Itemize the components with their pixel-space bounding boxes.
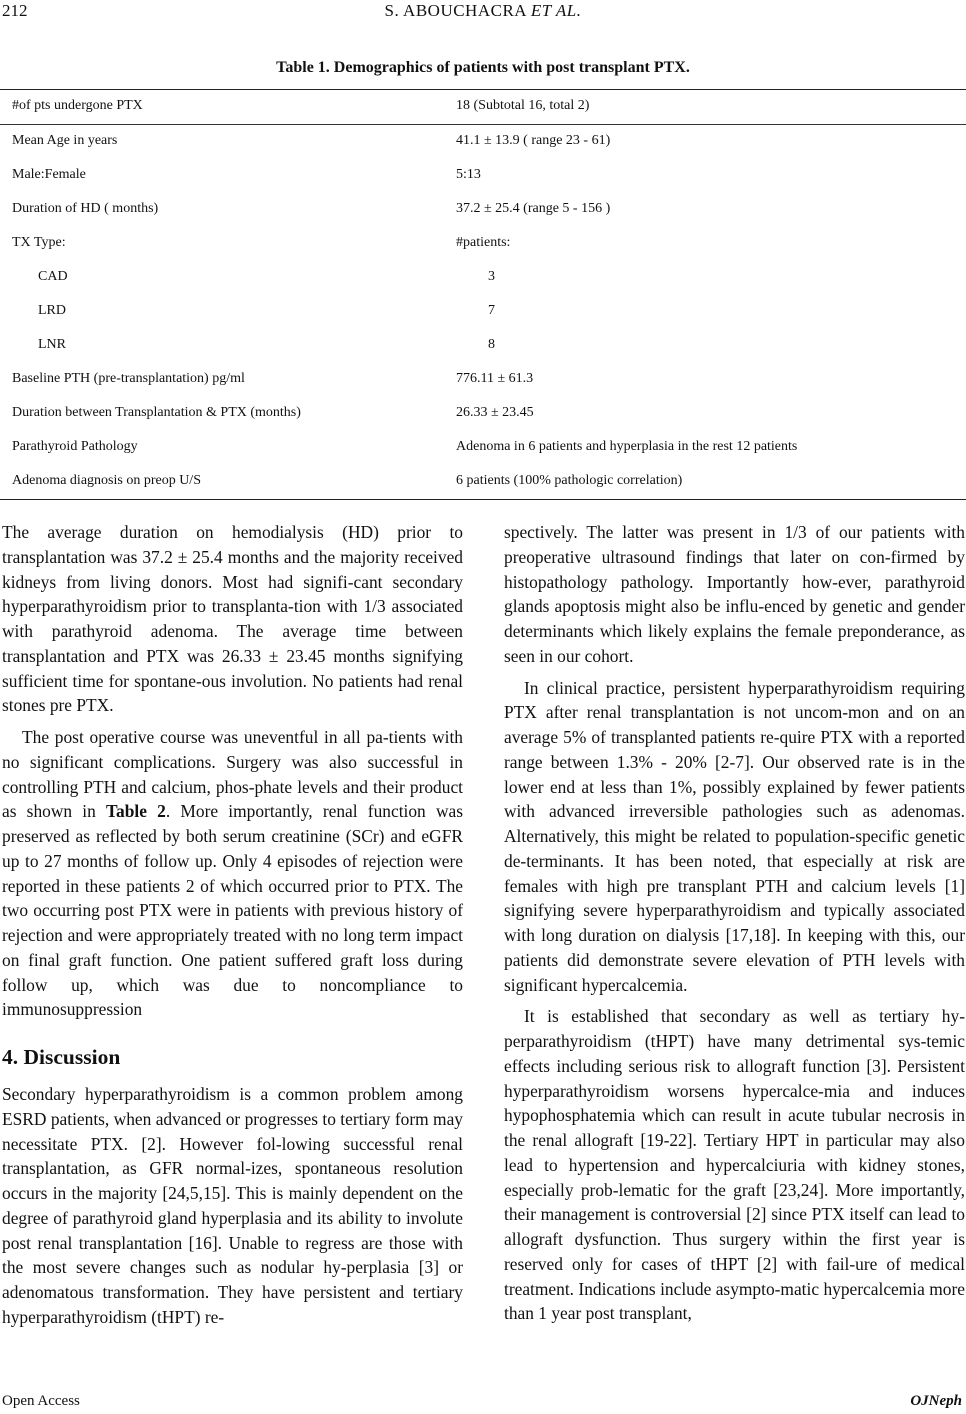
table-caption: Table 1. Demographics of patients with post transplant PTX.: [276, 59, 690, 76]
page-number: 212: [2, 1, 28, 20]
section-heading: 4. Discussion: [2, 1045, 121, 1069]
table-cell-value: 37.2 ± 25.4 (range 5 - 156 ): [456, 201, 611, 216]
demographics-table: [0, 89, 966, 500]
left-column: [2, 520, 463, 1330]
table-cell-label: TX Type:: [12, 235, 66, 250]
body-text: The post operative course was uneventful in all pa-tients with no significant complications. Surgery was also successful in controlling PTH and calcium, phos-phate levels and their product as shown in: [2, 727, 463, 822]
footer-journal: OJNeph: [910, 1393, 962, 1409]
right-column: [504, 520, 965, 1326]
running-head-authors: S. ABOUCHACRA: [384, 1, 527, 20]
table-cell-label: CAD: [38, 269, 68, 284]
table-cell-label: Adenoma diagnosis on preop U/S: [12, 473, 201, 488]
table-row: [0, 397, 966, 431]
table-reference: Table 2: [106, 801, 166, 822]
table-cell-label: Mean Age in years: [12, 133, 118, 148]
table-cell-value: #patients:: [456, 235, 511, 250]
table-cell-value: 6 patients (100% pathologic correlation): [456, 473, 683, 488]
table-cell-label: Male:Female: [12, 167, 86, 182]
table-cell-value: 5:13: [456, 167, 481, 182]
table-row: [0, 193, 966, 227]
table-row: [0, 465, 966, 499]
table-cell-value: 776.11 ± 61.3: [456, 371, 534, 386]
running-head-et-al: ET AL.: [530, 1, 582, 20]
table-cell-label: LNR: [38, 337, 66, 352]
table-row: [0, 431, 966, 465]
table-cell-label: Duration between Transplantation & PTX (months): [12, 405, 301, 420]
table-row: [0, 227, 966, 261]
table-row: [0, 261, 966, 295]
table-cell-label: #of pts undergone PTX: [12, 98, 143, 113]
table-row: [0, 363, 966, 397]
body-paragraph: It is established that secondary as well as tertiary hy-perparathyroidism (tHPT) have many detrimental sys-temic effects including serious risk to allograft function [3]. Persistent hyperparathyroidism worsens hypercalce-mia and induces hypophosphatemia which can result in acute tubular necrosis in the renal allograft [19-22]. Tertiary HPT in particular may also lead to hypertension and hypercalciuria with kidney stones, especially prob-lematic for the graft [23,24]. More importantly, their management is controversial [2] since PTX itself can lead to allograft dysfunction. Thus surgery within the first year is reserved only for cases of tHPT [2] with fail-ure of medical treatment. Indications include asympto-matic hypercalcemia more than 1 year post transplant,: [504, 1006, 965, 1324]
table-row: [0, 90, 966, 125]
table-cell-value: 3: [488, 269, 495, 284]
body-paragraph: The average duration on hemodialysis (HD) prior to transplantation was 37.2 ± 25.4 months and the majority received kidneys from living donors. Most had signifi-cant secondary hyperparathyroidism prior to transplanta-tion with 1/3 associated with parathyroid adenoma. The average time between transplantation and PTX was 26.33 ± 23.45 months signifying sufficient time for spontane-ous involution. No patients had renal stones pre PTX.: [2, 522, 463, 716]
body-paragraph: Secondary hyperparathyroidism is a common problem among ESRD patients, when advanced or progresses to tertiary form may necessitate PTX. [2]. However fol-lowing successful renal transplantation, as GFR normal-izes, spontaneous resolution occurs in the majority [24,5,15]. This is mainly dependent on the degree of parathyroid gland hyperplasia and its ability to involute post renal transplantation [16]. Unable to regress are those with the most severe changes such as nodular hy-perplasia [3] or adenomatous transformation. They have persistent and tertiary hyperparathyroidism (tHPT) re-: [2, 1084, 463, 1327]
table-row: [0, 125, 966, 159]
body-paragraph: spectively. The latter was present in 1/3 of our patients with preoperative ultrasound findings that later on con-firmed by histopathology pathology. Importantly how-ever, parathyroid glands apoptosis might also be influ-enced by genetic and gender determinants which likely explains the female preponderance, as seen in our cohort.: [504, 522, 965, 666]
table-cell-value: 18 (Subtotal 16, total 2): [456, 98, 590, 113]
table-cell-value: 7: [488, 303, 495, 318]
table-cell-label: LRD: [38, 303, 66, 318]
table-cell-value: 8: [488, 337, 495, 352]
body-paragraph: [2, 725, 463, 1022]
table-cell-label: Parathyroid Pathology: [12, 439, 138, 454]
table-row: [0, 159, 966, 193]
table-cell-label: Duration of HD ( months): [12, 201, 159, 216]
table-row: [0, 295, 966, 329]
body-paragraph: In clinical practice, persistent hyperparathyroidism requiring PTX after renal transplantation is not uncom-mon and on an average 5% of transplanted patients re-quire PTX with a reported range between 1.3% - 20% [2-7]. Our observed rate is in the lower end at less than 1%, possibly explained by fewer patients with advanced irreversible pathologies such as adenomas. Alternatively, this might be related to population-specific genetic de-terminants. It has been noted, that especially at risk are females with high pre transplant PTH and calcium levels [1] signifying severe hyperparathyroidism and typically associated with long duration on dialysis [17,18]. In keeping with this, our patients did demonstrate severe elevation of PTH levels with significant hypercalcemia.: [504, 677, 965, 995]
page-header: [0, 0, 966, 30]
table-row: [0, 329, 966, 363]
table-cell-label: Baseline PTH (pre-transplantation) pg/ml: [12, 371, 245, 386]
table-cell-value: 41.1 ± 13.9 ( range 23 - 61): [456, 133, 611, 148]
footer-open-access: Open Access: [2, 1393, 80, 1409]
table-cell-value: Adenoma in 6 patients and hyperplasia in the rest 12 patients: [456, 439, 798, 454]
body-text: . More importantly, renal function was preserved as reflected by both serum creatinine (SCr) and eGFR up to 27 months of follow up. Only 4 episodes of rejection were reported in these patients 2 of which occurred prior to PTX. The two occurring post PTX were in patients with previous history of rejection and were appropriately treated with no long term impact on final graft function. One patient suffered graft loss during follow up, which was due to noncompliance to immunosuppression: [2, 801, 463, 1020]
running-head: [0, 1, 966, 21]
table-cell-value: 26.33 ± 23.45: [456, 405, 534, 420]
